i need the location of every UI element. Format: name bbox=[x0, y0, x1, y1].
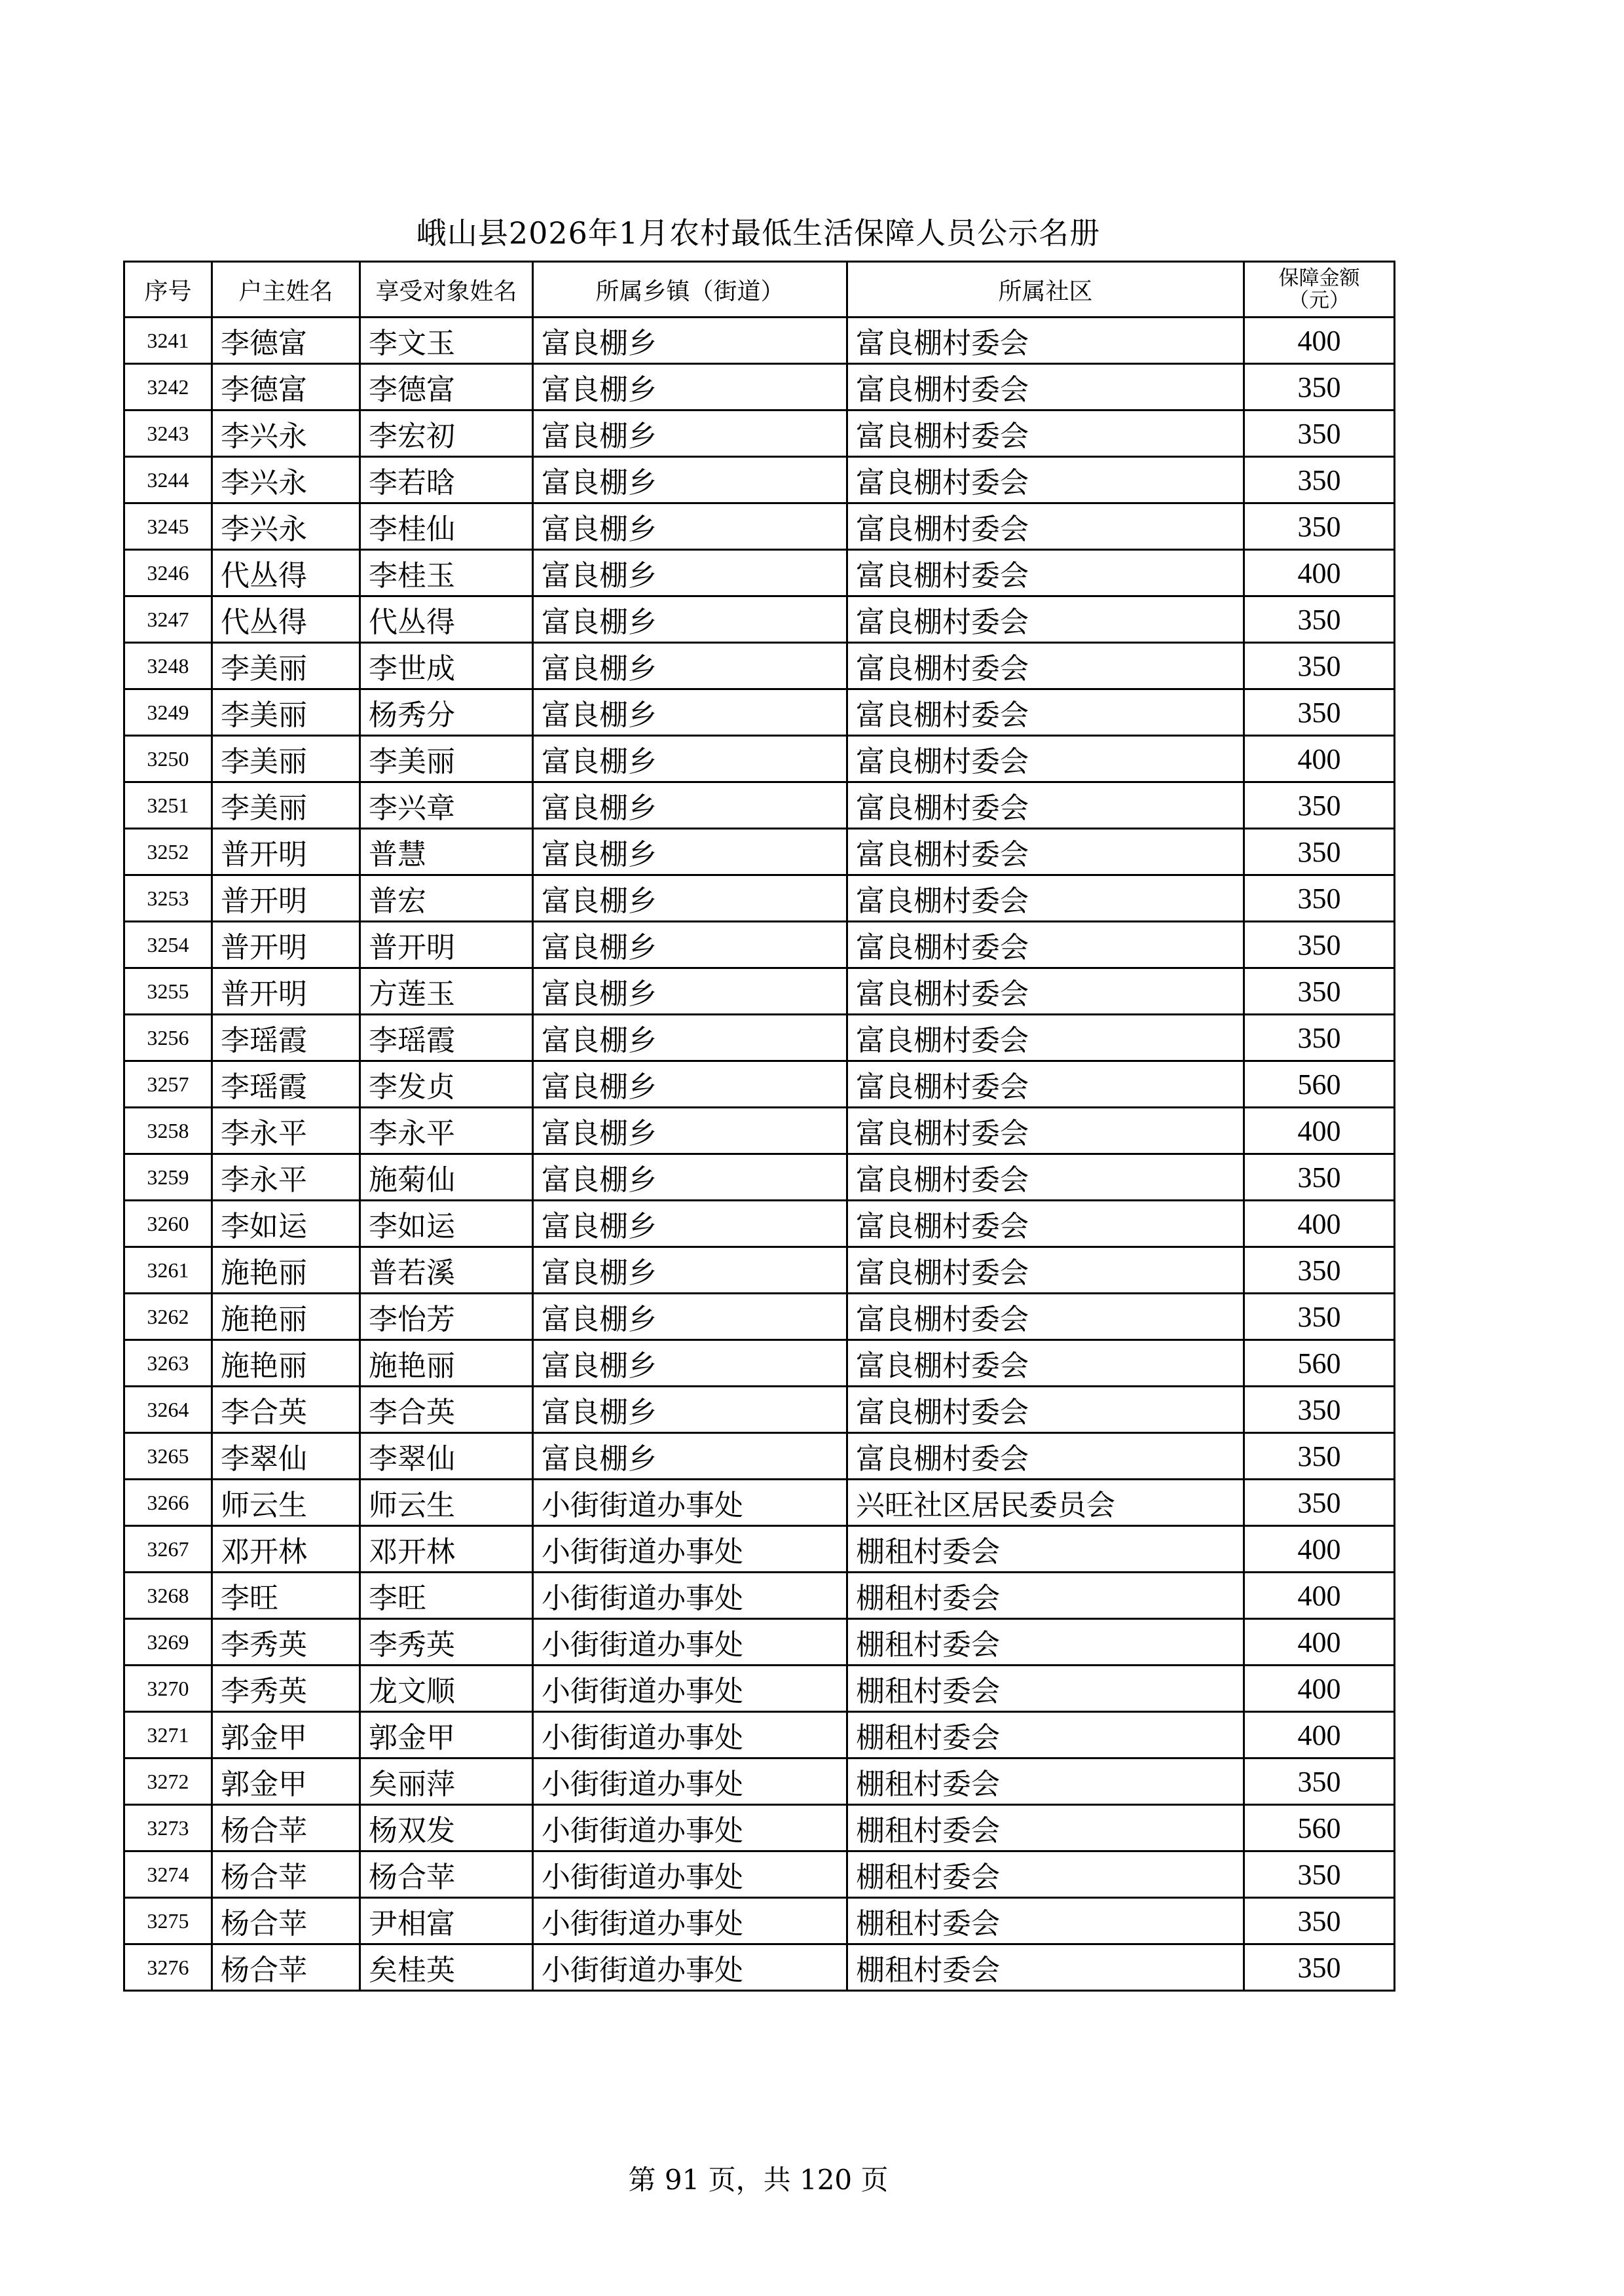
cell-beneficiary: 李旺 bbox=[360, 1573, 533, 1619]
table-row bbox=[124, 1201, 1395, 1247]
cell-amount: 400 bbox=[1244, 1666, 1395, 1712]
cell-amount: 350 bbox=[1244, 782, 1395, 829]
cell-seq: 3254 bbox=[124, 922, 212, 968]
table-row bbox=[124, 1433, 1395, 1480]
cell-beneficiary: 李宏初 bbox=[360, 410, 533, 457]
cell-household-head: 施艳丽 bbox=[212, 1294, 360, 1340]
cell-household-head: 李美丽 bbox=[212, 782, 360, 829]
cell-beneficiary: 李桂仙 bbox=[360, 503, 533, 550]
table-row bbox=[124, 1526, 1395, 1573]
cell-amount: 350 bbox=[1244, 1247, 1395, 1294]
cell-seq: 3255 bbox=[124, 968, 212, 1015]
cell-amount: 350 bbox=[1244, 1015, 1395, 1061]
cell-seq: 3276 bbox=[124, 1944, 212, 1991]
cell-township: 小街街道办事处 bbox=[533, 1851, 847, 1898]
cell-township: 小街街道办事处 bbox=[533, 1573, 847, 1619]
cell-community: 富良棚村委会 bbox=[847, 596, 1244, 643]
cell-beneficiary: 李德富 bbox=[360, 364, 533, 410]
cell-household-head: 李德富 bbox=[212, 364, 360, 410]
cell-community: 富良棚村委会 bbox=[847, 1201, 1244, 1247]
cell-community: 棚租村委会 bbox=[847, 1712, 1244, 1758]
cell-household-head: 李合英 bbox=[212, 1387, 360, 1433]
cell-amount: 350 bbox=[1244, 1387, 1395, 1433]
cell-township: 富良棚乡 bbox=[533, 922, 847, 968]
cell-beneficiary: 李如运 bbox=[360, 1201, 533, 1247]
cell-household-head: 普开明 bbox=[212, 875, 360, 922]
table-row bbox=[124, 364, 1395, 410]
table-row bbox=[124, 736, 1395, 782]
cell-township: 富良棚乡 bbox=[533, 318, 847, 364]
cell-household-head: 李秀英 bbox=[212, 1619, 360, 1666]
cell-beneficiary: 李桂玉 bbox=[360, 550, 533, 596]
cell-beneficiary: 李秀英 bbox=[360, 1619, 533, 1666]
cell-community: 棚租村委会 bbox=[847, 1805, 1244, 1851]
cell-seq: 3253 bbox=[124, 875, 212, 922]
cell-seq: 3275 bbox=[124, 1898, 212, 1944]
table-row bbox=[124, 1851, 1395, 1898]
cell-amount: 400 bbox=[1244, 1526, 1395, 1573]
cell-township: 富良棚乡 bbox=[533, 782, 847, 829]
cell-household-head: 施艳丽 bbox=[212, 1340, 360, 1387]
table-row bbox=[124, 457, 1395, 503]
cell-township: 富良棚乡 bbox=[533, 1340, 847, 1387]
cell-township: 富良棚乡 bbox=[533, 1433, 847, 1480]
cell-township: 富良棚乡 bbox=[533, 457, 847, 503]
cell-seq: 3256 bbox=[124, 1015, 212, 1061]
cell-township: 富良棚乡 bbox=[533, 1201, 847, 1247]
cell-community: 富良棚村委会 bbox=[847, 364, 1244, 410]
cell-household-head: 杨合苹 bbox=[212, 1805, 360, 1851]
cell-seq: 3274 bbox=[124, 1851, 212, 1898]
cell-household-head: 邓开林 bbox=[212, 1526, 360, 1573]
cell-township: 富良棚乡 bbox=[533, 736, 847, 782]
header-amount bbox=[1244, 262, 1395, 318]
table-row bbox=[124, 689, 1395, 736]
cell-seq: 3264 bbox=[124, 1387, 212, 1433]
cell-beneficiary: 施菊仙 bbox=[360, 1154, 533, 1201]
table-row bbox=[124, 643, 1395, 689]
cell-household-head: 李兴永 bbox=[212, 457, 360, 503]
cell-seq: 3245 bbox=[124, 503, 212, 550]
cell-community: 棚租村委会 bbox=[847, 1851, 1244, 1898]
cell-township: 富良棚乡 bbox=[533, 503, 847, 550]
cell-beneficiary: 李兴章 bbox=[360, 782, 533, 829]
cell-community: 富良棚村委会 bbox=[847, 1108, 1244, 1154]
cell-amount: 560 bbox=[1244, 1061, 1395, 1108]
cell-community: 富良棚村委会 bbox=[847, 1061, 1244, 1108]
cell-community: 富良棚村委会 bbox=[847, 782, 1244, 829]
cell-seq: 3261 bbox=[124, 1247, 212, 1294]
cell-amount: 350 bbox=[1244, 1851, 1395, 1898]
table-row bbox=[124, 1108, 1395, 1154]
cell-amount: 400 bbox=[1244, 736, 1395, 782]
cell-community: 富良棚村委会 bbox=[847, 457, 1244, 503]
cell-household-head: 普开明 bbox=[212, 922, 360, 968]
cell-seq: 3263 bbox=[124, 1340, 212, 1387]
cell-community: 富良棚村委会 bbox=[847, 736, 1244, 782]
cell-township: 小街街道办事处 bbox=[533, 1712, 847, 1758]
cell-community: 富良棚村委会 bbox=[847, 968, 1244, 1015]
cell-community: 棚租村委会 bbox=[847, 1573, 1244, 1619]
cell-household-head: 李美丽 bbox=[212, 643, 360, 689]
cell-seq: 3247 bbox=[124, 596, 212, 643]
cell-household-head: 李美丽 bbox=[212, 736, 360, 782]
table-row bbox=[124, 1573, 1395, 1619]
cell-community: 富良棚村委会 bbox=[847, 1433, 1244, 1480]
cell-household-head: 代丛得 bbox=[212, 596, 360, 643]
table-row bbox=[124, 1619, 1395, 1666]
cell-beneficiary: 李怡芳 bbox=[360, 1294, 533, 1340]
cell-township: 小街街道办事处 bbox=[533, 1619, 847, 1666]
cell-amount: 400 bbox=[1244, 550, 1395, 596]
cell-beneficiary: 师云生 bbox=[360, 1480, 533, 1526]
cell-township: 富良棚乡 bbox=[533, 875, 847, 922]
cell-beneficiary: 李合英 bbox=[360, 1387, 533, 1433]
header-seq: 序号 bbox=[124, 262, 212, 318]
cell-township: 富良棚乡 bbox=[533, 550, 847, 596]
cell-seq: 3258 bbox=[124, 1108, 212, 1154]
table-row bbox=[124, 1247, 1395, 1294]
cell-amount: 350 bbox=[1244, 1898, 1395, 1944]
cell-seq: 3243 bbox=[124, 410, 212, 457]
cell-seq: 3251 bbox=[124, 782, 212, 829]
cell-beneficiary: 李世成 bbox=[360, 643, 533, 689]
cell-amount: 350 bbox=[1244, 643, 1395, 689]
cell-seq: 3257 bbox=[124, 1061, 212, 1108]
cell-community: 富良棚村委会 bbox=[847, 550, 1244, 596]
cell-beneficiary: 李美丽 bbox=[360, 736, 533, 782]
cell-amount: 400 bbox=[1244, 1201, 1395, 1247]
cell-beneficiary: 李发贞 bbox=[360, 1061, 533, 1108]
cell-beneficiary: 龙文顺 bbox=[360, 1666, 533, 1712]
cell-seq: 3265 bbox=[124, 1433, 212, 1480]
table-body bbox=[124, 318, 1395, 1991]
cell-beneficiary: 矣桂英 bbox=[360, 1944, 533, 1991]
cell-beneficiary: 郭金甲 bbox=[360, 1712, 533, 1758]
cell-township: 小街街道办事处 bbox=[533, 1666, 847, 1712]
cell-township: 富良棚乡 bbox=[533, 1108, 847, 1154]
table-row bbox=[124, 1061, 1395, 1108]
cell-township: 富良棚乡 bbox=[533, 689, 847, 736]
table-row bbox=[124, 782, 1395, 829]
header-community: 所属社区 bbox=[847, 262, 1244, 318]
cell-seq: 3259 bbox=[124, 1154, 212, 1201]
cell-amount: 350 bbox=[1244, 1294, 1395, 1340]
cell-amount: 400 bbox=[1244, 318, 1395, 364]
cell-household-head: 李永平 bbox=[212, 1108, 360, 1154]
cell-township: 富良棚乡 bbox=[533, 1154, 847, 1201]
cell-township: 富良棚乡 bbox=[533, 643, 847, 689]
cell-seq: 3249 bbox=[124, 689, 212, 736]
cell-household-head: 杨合苹 bbox=[212, 1851, 360, 1898]
cell-seq: 3244 bbox=[124, 457, 212, 503]
cell-township: 小街街道办事处 bbox=[533, 1898, 847, 1944]
cell-township: 富良棚乡 bbox=[533, 1015, 847, 1061]
cell-community: 富良棚村委会 bbox=[847, 829, 1244, 875]
header-household-head: 户主姓名 bbox=[212, 262, 360, 318]
cell-township: 小街街道办事处 bbox=[533, 1526, 847, 1573]
cell-household-head: 李如运 bbox=[212, 1201, 360, 1247]
table-row bbox=[124, 1666, 1395, 1712]
cell-amount: 560 bbox=[1244, 1805, 1395, 1851]
cell-household-head: 代丛得 bbox=[212, 550, 360, 596]
cell-township: 富良棚乡 bbox=[533, 596, 847, 643]
cell-household-head: 施艳丽 bbox=[212, 1247, 360, 1294]
cell-amount: 350 bbox=[1244, 364, 1395, 410]
cell-seq: 3262 bbox=[124, 1294, 212, 1340]
cell-seq: 3271 bbox=[124, 1712, 212, 1758]
cell-seq: 3248 bbox=[124, 643, 212, 689]
cell-township: 小街街道办事处 bbox=[533, 1480, 847, 1526]
cell-household-head: 郭金甲 bbox=[212, 1758, 360, 1805]
cell-seq: 3250 bbox=[124, 736, 212, 782]
cell-beneficiary: 尹相富 bbox=[360, 1898, 533, 1944]
table-row bbox=[124, 1898, 1395, 1944]
cell-amount: 400 bbox=[1244, 1619, 1395, 1666]
cell-seq: 3273 bbox=[124, 1805, 212, 1851]
cell-community: 棚租村委会 bbox=[847, 1619, 1244, 1666]
cell-household-head: 李瑶霞 bbox=[212, 1015, 360, 1061]
cell-community: 富良棚村委会 bbox=[847, 643, 1244, 689]
table-row bbox=[124, 1340, 1395, 1387]
cell-community: 棚租村委会 bbox=[847, 1526, 1244, 1573]
cell-seq: 3266 bbox=[124, 1480, 212, 1526]
table-row bbox=[124, 1480, 1395, 1526]
cell-community: 富良棚村委会 bbox=[847, 1247, 1244, 1294]
table-row bbox=[124, 550, 1395, 596]
cell-community: 棚租村委会 bbox=[847, 1898, 1244, 1944]
cell-seq: 3269 bbox=[124, 1619, 212, 1666]
cell-household-head: 李美丽 bbox=[212, 689, 360, 736]
table-row bbox=[124, 1712, 1395, 1758]
cell-amount: 560 bbox=[1244, 1340, 1395, 1387]
cell-household-head: 李兴永 bbox=[212, 503, 360, 550]
cell-amount: 350 bbox=[1244, 457, 1395, 503]
cell-community: 富良棚村委会 bbox=[847, 689, 1244, 736]
table-row bbox=[124, 1758, 1395, 1805]
cell-community: 棚租村委会 bbox=[847, 1944, 1244, 1991]
cell-beneficiary: 方莲玉 bbox=[360, 968, 533, 1015]
header-amount-unit: （元） bbox=[1289, 289, 1350, 312]
cell-township: 小街街道办事处 bbox=[533, 1758, 847, 1805]
table-row bbox=[124, 1387, 1395, 1433]
cell-household-head: 郭金甲 bbox=[212, 1712, 360, 1758]
cell-household-head: 杨合苹 bbox=[212, 1944, 360, 1991]
cell-amount: 400 bbox=[1244, 1108, 1395, 1154]
cell-household-head: 杨合苹 bbox=[212, 1898, 360, 1944]
cell-household-head: 李瑶霞 bbox=[212, 1061, 360, 1108]
cell-amount: 350 bbox=[1244, 829, 1395, 875]
cell-amount: 350 bbox=[1244, 410, 1395, 457]
header-beneficiary: 享受对象姓名 bbox=[360, 262, 533, 318]
cell-seq: 3246 bbox=[124, 550, 212, 596]
cell-seq: 3260 bbox=[124, 1201, 212, 1247]
cell-beneficiary: 邓开林 bbox=[360, 1526, 533, 1573]
cell-amount: 350 bbox=[1244, 875, 1395, 922]
table-row bbox=[124, 410, 1395, 457]
cell-seq: 3268 bbox=[124, 1573, 212, 1619]
cell-amount: 350 bbox=[1244, 1154, 1395, 1201]
cell-household-head: 师云生 bbox=[212, 1480, 360, 1526]
cell-township: 富良棚乡 bbox=[533, 1061, 847, 1108]
cell-household-head: 李秀英 bbox=[212, 1666, 360, 1712]
cell-beneficiary: 普若溪 bbox=[360, 1247, 533, 1294]
table-row bbox=[124, 1015, 1395, 1061]
cell-community: 富良棚村委会 bbox=[847, 875, 1244, 922]
cell-beneficiary: 普宏 bbox=[360, 875, 533, 922]
cell-amount: 350 bbox=[1244, 1758, 1395, 1805]
cell-beneficiary: 杨双发 bbox=[360, 1805, 533, 1851]
table-row bbox=[124, 1294, 1395, 1340]
header-row bbox=[124, 262, 1395, 318]
cell-township: 富良棚乡 bbox=[533, 364, 847, 410]
cell-community: 棚租村委会 bbox=[847, 1758, 1244, 1805]
table-row bbox=[124, 1944, 1395, 1991]
cell-township: 小街街道办事处 bbox=[533, 1944, 847, 1991]
cell-seq: 3252 bbox=[124, 829, 212, 875]
table-row bbox=[124, 922, 1395, 968]
table-row bbox=[124, 968, 1395, 1015]
cell-township: 富良棚乡 bbox=[533, 410, 847, 457]
page-title: 峨山县2026年1月农村最低生活保障人员公示名册 bbox=[416, 215, 1101, 251]
cell-seq: 3272 bbox=[124, 1758, 212, 1805]
cell-community: 富良棚村委会 bbox=[847, 1015, 1244, 1061]
cell-beneficiary: 代丛得 bbox=[360, 596, 533, 643]
cell-community: 富良棚村委会 bbox=[847, 922, 1244, 968]
cell-beneficiary: 李翠仙 bbox=[360, 1433, 533, 1480]
cell-township: 富良棚乡 bbox=[533, 1247, 847, 1294]
cell-beneficiary: 李永平 bbox=[360, 1108, 533, 1154]
cell-amount: 350 bbox=[1244, 968, 1395, 1015]
cell-household-head: 李德富 bbox=[212, 318, 360, 364]
cell-household-head: 李兴永 bbox=[212, 410, 360, 457]
cell-beneficiary: 普开明 bbox=[360, 922, 533, 968]
cell-community: 富良棚村委会 bbox=[847, 503, 1244, 550]
table-header bbox=[124, 262, 1395, 318]
cell-community: 兴旺社区居民委员会 bbox=[847, 1480, 1244, 1526]
header-amount-label: 保障金额 bbox=[1278, 266, 1360, 290]
table-row bbox=[124, 318, 1395, 364]
cell-amount: 350 bbox=[1244, 596, 1395, 643]
cell-amount: 350 bbox=[1244, 503, 1395, 550]
cell-beneficiary: 杨秀分 bbox=[360, 689, 533, 736]
cell-household-head: 李旺 bbox=[212, 1573, 360, 1619]
cell-household-head: 李永平 bbox=[212, 1154, 360, 1201]
cell-household-head: 普开明 bbox=[212, 968, 360, 1015]
page-number: 第 91 页，共 120 页 bbox=[628, 2164, 889, 2196]
cell-amount: 350 bbox=[1244, 1944, 1395, 1991]
cell-amount: 400 bbox=[1244, 1712, 1395, 1758]
cell-household-head: 普开明 bbox=[212, 829, 360, 875]
table-row bbox=[124, 596, 1395, 643]
cell-seq: 3267 bbox=[124, 1526, 212, 1573]
cell-beneficiary: 施艳丽 bbox=[360, 1340, 533, 1387]
cell-beneficiary: 杨合苹 bbox=[360, 1851, 533, 1898]
table-row bbox=[124, 1805, 1395, 1851]
cell-household-head: 李翠仙 bbox=[212, 1433, 360, 1480]
cell-amount: 350 bbox=[1244, 1480, 1395, 1526]
cell-amount: 350 bbox=[1244, 689, 1395, 736]
cell-community: 富良棚村委会 bbox=[847, 1154, 1244, 1201]
cell-community: 棚租村委会 bbox=[847, 1666, 1244, 1712]
cell-seq: 3242 bbox=[124, 364, 212, 410]
table-row bbox=[124, 875, 1395, 922]
roster-table bbox=[123, 261, 1395, 1992]
cell-community: 富良棚村委会 bbox=[847, 1294, 1244, 1340]
cell-township: 小街街道办事处 bbox=[533, 1805, 847, 1851]
cell-beneficiary: 李瑶霞 bbox=[360, 1015, 533, 1061]
cell-beneficiary: 矣丽萍 bbox=[360, 1758, 533, 1805]
cell-township: 富良棚乡 bbox=[533, 1387, 847, 1433]
cell-beneficiary: 李若晗 bbox=[360, 457, 533, 503]
cell-seq: 3241 bbox=[124, 318, 212, 364]
cell-community: 富良棚村委会 bbox=[847, 1387, 1244, 1433]
cell-community: 富良棚村委会 bbox=[847, 1340, 1244, 1387]
cell-amount: 350 bbox=[1244, 1433, 1395, 1480]
cell-township: 富良棚乡 bbox=[533, 1294, 847, 1340]
cell-community: 富良棚村委会 bbox=[847, 318, 1244, 364]
table-row bbox=[124, 829, 1395, 875]
cell-amount: 350 bbox=[1244, 922, 1395, 968]
cell-beneficiary: 李文玉 bbox=[360, 318, 533, 364]
cell-township: 富良棚乡 bbox=[533, 829, 847, 875]
table-row bbox=[124, 1154, 1395, 1201]
cell-beneficiary: 普慧 bbox=[360, 829, 533, 875]
header-township: 所属乡镇（街道） bbox=[533, 262, 847, 318]
cell-community: 富良棚村委会 bbox=[847, 410, 1244, 457]
cell-seq: 3270 bbox=[124, 1666, 212, 1712]
cell-amount: 400 bbox=[1244, 1573, 1395, 1619]
cell-township: 富良棚乡 bbox=[533, 968, 847, 1015]
table-row bbox=[124, 503, 1395, 550]
